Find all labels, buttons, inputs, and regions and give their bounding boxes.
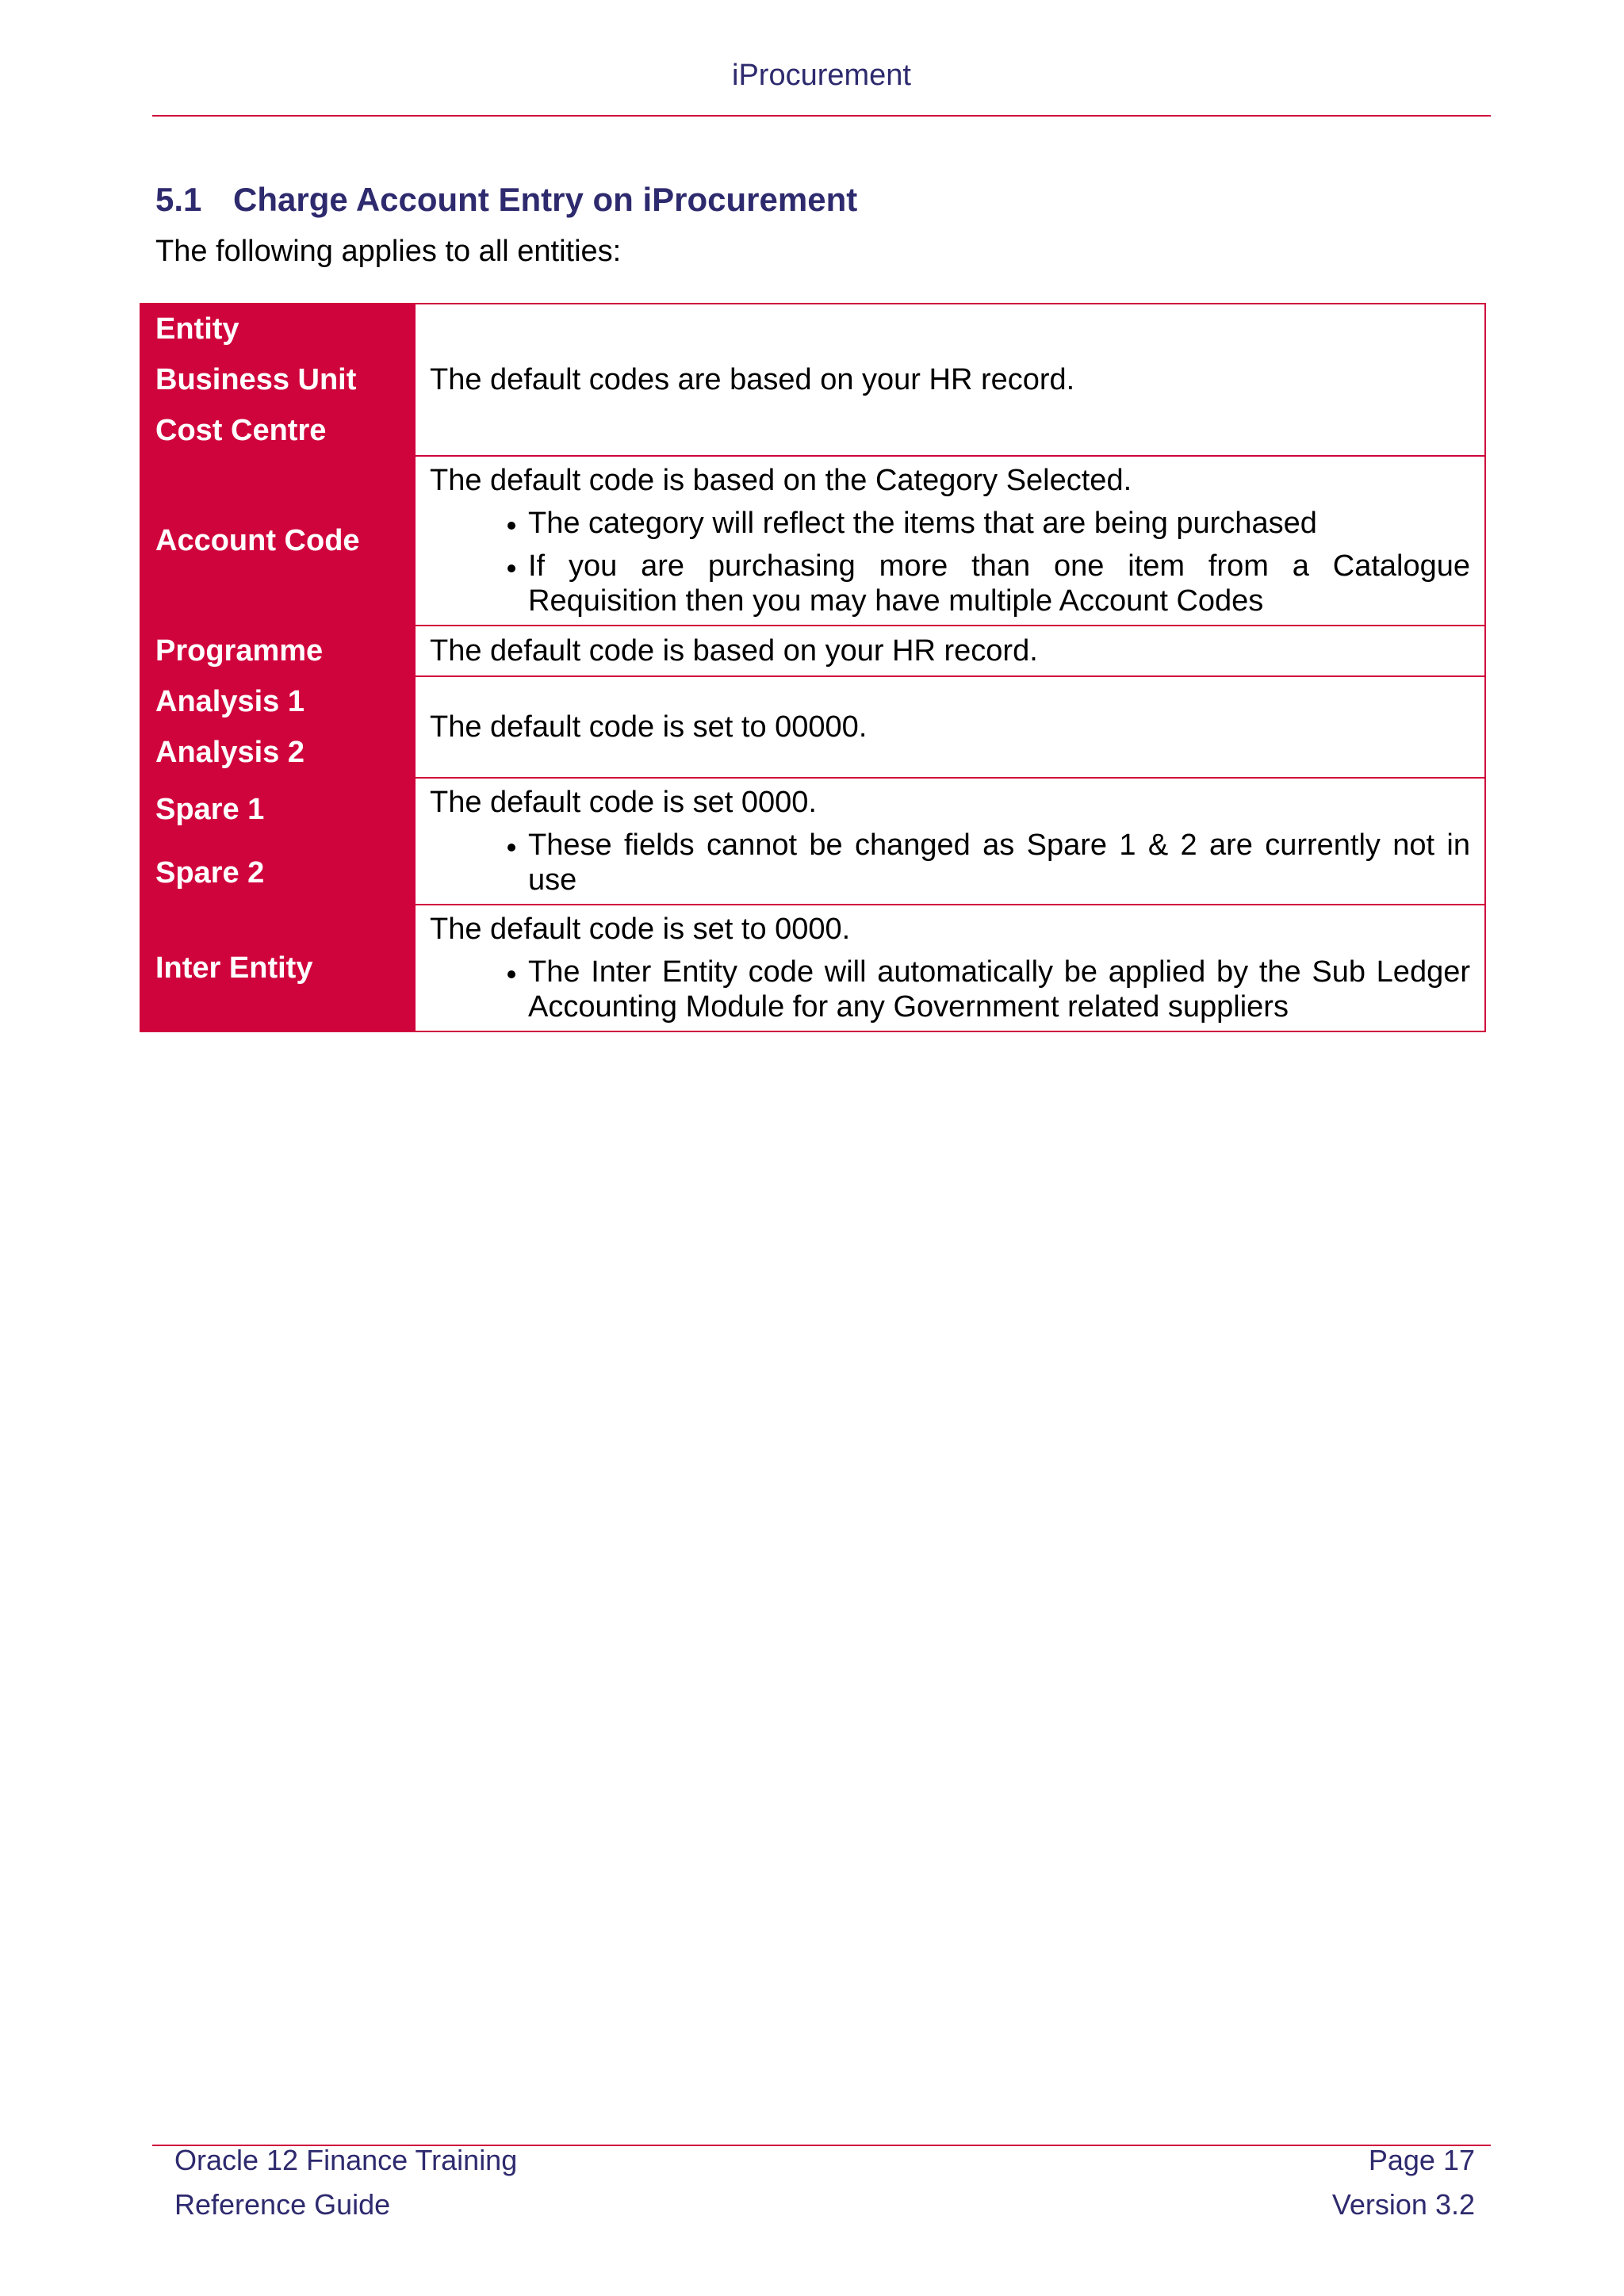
description-text: The default code is based on the Category Selected. <box>430 464 1132 497</box>
description-text: The default code is set 0000. <box>430 786 817 819</box>
table-row <box>140 905 1485 1031</box>
bullet-list <box>430 828 1470 897</box>
header-rule <box>152 115 1491 117</box>
section-heading <box>155 181 857 219</box>
footer-version: Version 3.2 <box>1331 2188 1475 2221</box>
row-label-account-code: Account Code <box>140 456 415 626</box>
running-header: iProcurement <box>732 59 911 92</box>
bullet-item: • The category will reflect the items that are being purchased <box>528 506 1470 541</box>
bullet-list <box>430 955 1470 1024</box>
table-row <box>140 778 1485 841</box>
section-number: 5.1 <box>155 181 202 218</box>
table-row <box>140 626 1485 676</box>
row-label-spare-1: Spare 1 <box>140 778 415 841</box>
section-title: Charge Account Entry on iProcurement <box>233 181 858 218</box>
footer-page-number: Page 17 <box>1368 2144 1475 2176</box>
row-description <box>415 676 1485 778</box>
table-row <box>140 676 1485 727</box>
row-description <box>415 304 1485 456</box>
description-text: The default codes are based on your HR record. <box>430 363 1075 396</box>
row-description <box>415 456 1485 626</box>
row-label-entity: Entity <box>140 304 415 354</box>
bullet-item: • If you are purchasing more than one item from a Catalogue Requisition then you may have multiple Account Codes <box>528 549 1470 618</box>
table-row <box>140 304 1485 354</box>
row-label-inter-entity: Inter Entity <box>140 905 415 1031</box>
intro-text: The following applies to all entities: <box>155 235 622 268</box>
row-label-business-unit: Business Unit <box>140 354 415 405</box>
footer-guide-title: Reference Guide <box>174 2188 391 2221</box>
row-label-analysis-1: Analysis 1 <box>140 676 415 727</box>
bullet-item: • These fields cannot be changed as Spare 1 & 2 are currently not in use <box>528 828 1470 897</box>
charge-account-table <box>140 303 1486 1032</box>
row-label-analysis-2: Analysis 2 <box>140 727 415 778</box>
bullet-item: • The Inter Entity code will automatically be applied by the Sub Ledger Accounting Module for any Government related suppliers <box>528 955 1470 1024</box>
table-row <box>140 456 1485 626</box>
row-description <box>415 626 1485 676</box>
description-text: The default code is set to 00000. <box>430 710 868 744</box>
row-description <box>415 778 1485 905</box>
description-text: The default code is based on your HR record. <box>430 634 1038 668</box>
row-description <box>415 905 1485 1031</box>
row-label-spare-2: Spare 2 <box>140 841 415 905</box>
bullet-list <box>430 506 1470 618</box>
description-text: The default code is set to 0000. <box>430 913 851 946</box>
row-label-cost-centre: Cost Centre <box>140 405 415 456</box>
row-label-programme: Programme <box>140 626 415 676</box>
footer-course-title: Oracle 12 Finance Training <box>174 2144 518 2176</box>
